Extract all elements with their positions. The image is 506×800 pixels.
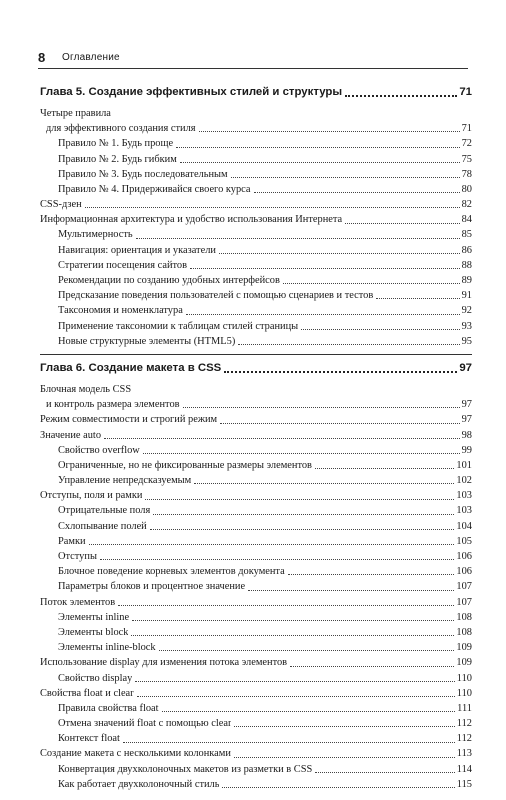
toc-page-number: 104 (456, 520, 472, 532)
dot-leader (137, 696, 455, 697)
toc-subentry[interactable] (40, 458, 472, 473)
toc-entry-label: Правила свойства float (58, 702, 159, 714)
chapter-page-number: 71 (459, 86, 472, 98)
toc-page-number: 82 (461, 199, 472, 211)
toc-page-number: 114 (456, 763, 472, 775)
dot-leader (183, 407, 460, 408)
chapter-separator (40, 354, 472, 355)
dot-leader (100, 559, 454, 560)
table-of-contents (40, 82, 472, 792)
toc-entry-label: Рамки (58, 535, 86, 547)
toc-page-number: 80 (461, 183, 472, 195)
toc-entry-label: Свойство display (58, 672, 133, 684)
toc-entry-label: Параметры блоков и процентное значение (58, 581, 246, 593)
toc-subentry[interactable] (40, 182, 472, 197)
dot-leader (283, 283, 460, 284)
dot-leader (104, 438, 460, 439)
toc-page-number: 108 (456, 626, 472, 638)
dot-leader (220, 423, 459, 424)
dot-leader (345, 223, 459, 224)
dot-leader (145, 499, 454, 500)
toc-page-number: 93 (461, 320, 472, 332)
toc-entry-label: Предсказание поведения пользователей с помощью сценариев и тестов (58, 290, 374, 302)
toc-page-number: 112 (456, 733, 472, 745)
toc-subentry[interactable] (40, 136, 472, 151)
toc-entry[interactable] (40, 686, 472, 701)
toc-subentry[interactable] (40, 243, 472, 258)
toc-page-number: 101 (456, 459, 472, 471)
toc-page-number: 109 (456, 657, 472, 669)
toc-page-number: 95 (461, 335, 472, 347)
dot-leader (224, 371, 457, 373)
toc-page-number: 112 (456, 718, 472, 730)
toc-entry-label: Использование display для изменения потока элементов (40, 657, 288, 669)
toc-subentry[interactable] (40, 319, 472, 334)
chapter-heading[interactable] (40, 359, 472, 377)
toc-page-number: 71 (461, 123, 472, 135)
toc-page-number: 111 (457, 702, 472, 714)
dot-leader (89, 544, 455, 545)
toc-subentry[interactable] (40, 701, 472, 716)
dot-leader (131, 635, 454, 636)
toc-subentry[interactable] (40, 610, 472, 625)
toc-entry-label: Отрицательные поля (58, 505, 151, 517)
page-number: 8 (38, 50, 46, 65)
toc-page-number: 108 (456, 611, 472, 623)
toc-page-number: 109 (456, 642, 472, 654)
dot-leader (254, 192, 460, 193)
dot-leader (248, 590, 454, 591)
toc-page-number: 113 (456, 748, 472, 760)
toc-subentry[interactable] (40, 534, 472, 549)
dot-leader (190, 268, 460, 269)
dot-leader (238, 344, 459, 345)
toc-entry[interactable] (40, 747, 472, 762)
toc-subentry[interactable] (40, 258, 472, 273)
toc-entry-label: Как работает двухколоночный стиль (58, 778, 220, 790)
dot-leader (150, 529, 455, 530)
toc-entry-label: Управление непредсказуемым (58, 475, 192, 487)
toc-entry-label: Отмена значений float с помощью clear (58, 718, 232, 730)
toc-subentry[interactable] (40, 519, 472, 534)
dot-leader (136, 238, 460, 239)
running-header (38, 50, 468, 72)
toc-subentry[interactable] (40, 473, 472, 488)
toc-page-number: 89 (461, 275, 472, 287)
toc-entry-label: CSS-дзен (40, 199, 82, 211)
toc-page-number: 110 (456, 687, 472, 699)
toc-entry[interactable] (40, 412, 472, 427)
toc-entry-label: Отступы, поля и рамки (40, 490, 143, 502)
toc-page-number: 103 (456, 505, 472, 517)
chapter-title: Глава 6. Создание макета в CSS (40, 362, 222, 374)
toc-entry-label[interactable]: Четыре правила (40, 108, 111, 119)
toc-entry[interactable] (40, 655, 472, 670)
dot-leader (288, 574, 455, 575)
toc-page-number: 98 (461, 429, 472, 441)
toc-page-number: 115 (456, 778, 472, 790)
toc-subentry[interactable] (40, 640, 472, 655)
toc-subentry[interactable] (40, 549, 472, 564)
toc-subentry[interactable] (40, 288, 472, 303)
toc-page-number: 88 (461, 259, 472, 271)
dot-leader (222, 787, 454, 788)
dot-leader (234, 726, 454, 727)
dot-leader (231, 177, 460, 178)
dot-leader (143, 453, 460, 454)
toc-page-number: 72 (461, 138, 472, 150)
toc-entry[interactable] (40, 212, 472, 227)
toc-page-number: 107 (456, 596, 472, 608)
dot-leader (315, 772, 455, 773)
dot-leader (186, 314, 460, 315)
dot-leader (376, 298, 459, 299)
chapter-title: Глава 5. Создание эффективных стилей и структуры (40, 86, 343, 98)
toc-entry-label: Значение auto (40, 429, 102, 441)
toc-subentry[interactable] (40, 716, 472, 731)
dot-leader (176, 147, 460, 148)
toc-subentry[interactable] (40, 228, 472, 243)
toc-entry-label: Элементы inline-block (58, 642, 156, 654)
toc-page-number: 110 (456, 672, 472, 684)
toc-entry-label: Таксономия и номенклатура (58, 305, 183, 317)
dot-leader (123, 742, 455, 743)
toc-page-number: 84 (461, 214, 472, 226)
toc-page-number: 106 (456, 551, 472, 563)
toc-entry-label: Свойства float и clear (40, 687, 134, 699)
toc-subentry[interactable] (40, 671, 472, 686)
toc-page-number: 92 (461, 305, 472, 317)
chapter-page-number: 97 (459, 362, 472, 374)
toc-page-number: 97 (461, 399, 472, 411)
toc-entry-label: Ограниченные, но не фиксированные размеры элементов (58, 459, 312, 471)
toc-page-number: 85 (461, 229, 472, 241)
toc-entry-label: Поток элементов (40, 596, 116, 608)
dot-leader (118, 605, 454, 606)
toc-subentry[interactable] (40, 152, 472, 167)
dot-leader (194, 483, 454, 484)
toc-entry-label: Информационная архитектура и удобство использования Интернета (40, 214, 343, 226)
toc-subentry[interactable] (40, 334, 472, 349)
toc-page-number: 99 (461, 444, 472, 456)
toc-entry-label: Рекомендации по созданию удобных интерфейсов (58, 275, 280, 287)
toc-subentry[interactable] (40, 273, 472, 288)
dot-leader (85, 207, 460, 208)
toc-entry-label: и контроль размера элементов (46, 399, 180, 411)
dot-leader (159, 650, 455, 651)
dot-leader (180, 162, 460, 163)
toc-entry-label: Навигация: ориентация и указатели (58, 244, 216, 256)
toc-page-number: 106 (456, 566, 472, 578)
toc-entry-label: Схлопывание полей (58, 520, 147, 532)
toc-entry[interactable] (40, 488, 472, 503)
toc-entry-label: Отступы (58, 551, 97, 563)
toc-subentry[interactable] (40, 579, 472, 594)
dot-leader (199, 131, 460, 132)
toc-subentry[interactable] (40, 167, 472, 182)
toc-entry-label: для эффективного создания стиля (46, 123, 196, 135)
dot-leader (234, 757, 455, 758)
toc-entry[interactable] (40, 121, 472, 136)
toc-page-number: 103 (456, 490, 472, 502)
toc-page-number: 78 (461, 168, 472, 180)
chapter-heading[interactable] (40, 83, 472, 101)
toc-page-number: 107 (456, 581, 472, 593)
dot-leader (219, 253, 460, 254)
toc-entry[interactable] (40, 595, 472, 610)
toc-entry-label: Создание макета с несколькими колонками (40, 748, 231, 760)
toc-subentry[interactable] (40, 564, 472, 579)
toc-subentry[interactable] (40, 731, 472, 746)
toc-page-number: 86 (461, 244, 472, 256)
toc-entry-label: Конвертация двухколоночных макетов из разметки в CSS (58, 763, 313, 775)
toc-entry-label: Правило № 1. Будь проще (58, 138, 174, 150)
toc-entry-label: Правило № 4. Придерживайся своего курса (58, 183, 251, 195)
toc-page-number: 91 (461, 290, 472, 302)
toc-entry-label: Применение таксономии к таблицам стилей страницы (58, 320, 299, 332)
dot-leader (153, 514, 454, 515)
toc-entry-label: Свойство overflow (58, 444, 140, 456)
dot-leader (132, 620, 454, 621)
toc-entry[interactable] (40, 197, 472, 212)
toc-entry-label: Блочное поведение корневых элементов документа (58, 566, 285, 578)
dot-leader (345, 95, 457, 97)
toc-entry-label: Мультимерность (58, 229, 133, 241)
toc-subentry[interactable] (40, 762, 472, 777)
toc-subentry[interactable] (40, 504, 472, 519)
dot-leader (301, 329, 459, 330)
toc-entry-label: Новые структурные элементы (HTML5) (58, 335, 236, 347)
toc-page-number: 75 (461, 153, 472, 165)
toc-subentry[interactable] (40, 303, 472, 318)
toc-subentry[interactable] (40, 443, 472, 458)
toc-entry-label: Элементы block (58, 626, 129, 638)
toc-page-number: 105 (456, 535, 472, 547)
toc-subentry[interactable] (40, 777, 472, 792)
toc-page-number: 97 (461, 414, 472, 426)
toc-entry-label: Контекст float (58, 733, 120, 745)
toc-page-number: 102 (456, 475, 472, 487)
toc-entry-label[interactable]: Блочная модель CSS (40, 384, 132, 395)
toc-entry-label: Стратегии посещения сайтов (58, 259, 188, 271)
running-title: Оглавление (62, 52, 120, 63)
dot-leader (135, 681, 454, 682)
header-rule (38, 68, 468, 69)
toc-entry-label: Элементы inline (58, 611, 130, 623)
dot-leader (315, 468, 454, 469)
toc-entry-label: Режим совместимости и строгий режим (40, 414, 218, 426)
dot-leader (162, 711, 456, 712)
toc-entry[interactable] (40, 397, 472, 412)
toc-entry[interactable] (40, 428, 472, 443)
toc-subentry[interactable] (40, 625, 472, 640)
toc-entry-label: Правило № 2. Будь гибким (58, 153, 177, 165)
dot-leader (290, 666, 454, 667)
toc-entry-label: Правило № 3. Будь последовательным (58, 168, 228, 180)
